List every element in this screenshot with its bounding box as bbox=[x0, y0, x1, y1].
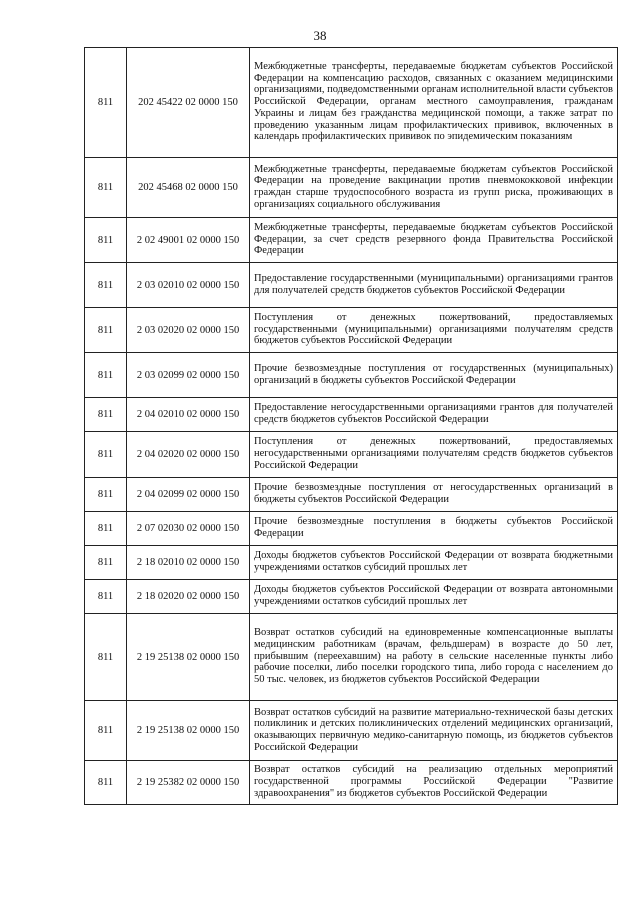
budget-classification-code-cell: 2 18 02020 02 0000 150 bbox=[127, 580, 250, 614]
revenue-description-cell: Межбюджетные трансферты, передаваемые бюджетам субъектов Российской Федерации на проведение вакцинации против пневмококковой инфекции граждан старше трудоспособного возраста из групп риска, проживающих в организациях социального обслуживания bbox=[250, 158, 618, 218]
revenue-description-cell: Возврат остатков субсидий на реализацию отдельных мероприятий государственной программы Российской Федерации "Развитие здравоохранения" из бюджетов субъектов Российской Федерации bbox=[250, 761, 618, 805]
budget-classification-code-cell: 202 45422 02 0000 150 bbox=[127, 48, 250, 158]
revenue-description-cell: Предоставление государственными (муниципальными) организациями грантов для получателей средств бюджетов субъектов Российской Федерации bbox=[250, 263, 618, 308]
revenue-description-cell: Поступления от денежных пожертвований, предоставляемых государственными (муниципальными) организациями получателям средств бюджетов субъектов Российской Федерации bbox=[250, 308, 618, 353]
revenue-description-cell: Прочие безвозмездные поступления от государственных (муниципальных) организаций в бюджеты субъектов Российской Федерации bbox=[250, 353, 618, 398]
admin-code-cell: 811 bbox=[85, 546, 127, 580]
table-row bbox=[85, 398, 618, 432]
revenue-description-cell: Доходы бюджетов субъектов Российской Федерации от возврата автономными учреждениями остатков субсидий прошлых лет bbox=[250, 580, 618, 614]
table-row bbox=[85, 48, 618, 158]
table-row bbox=[85, 512, 618, 546]
admin-code-cell: 811 bbox=[85, 263, 127, 308]
budget-classification-code-cell: 2 04 02010 02 0000 150 bbox=[127, 398, 250, 432]
table-row bbox=[85, 761, 618, 805]
admin-code-cell: 811 bbox=[85, 158, 127, 218]
admin-code-cell: 811 bbox=[85, 218, 127, 263]
admin-code-cell: 811 bbox=[85, 398, 127, 432]
budget-classification-code-cell: 2 19 25138 02 0000 150 bbox=[127, 701, 250, 761]
revenue-description-cell: Возврат остатков субсидий на единовременные компенсационные выплаты медицинским работникам (врачам, фельдшерам) в возрасте до 50 лет, прибывшим (переехавшим) на работу в сельские населенные пункты либо рабочие поселки, либо поселки городского типа, либо города с населением до 50 тыс. человек, из бюджетов субъектов Российской Федерации bbox=[250, 614, 618, 701]
revenue-description-cell: Возврат остатков субсидий на развитие материально-технической базы детских поликлиник и детских поликлинических отделений медицинских организаций, оказывающих первичную медико-санитарную помощь, из бюджетов субъектов Российской Федерации bbox=[250, 701, 618, 761]
budget-classification-code-cell: 2 07 02030 02 0000 150 bbox=[127, 512, 250, 546]
admin-code-cell: 811 bbox=[85, 761, 127, 805]
table-row bbox=[85, 701, 618, 761]
admin-code-cell: 811 bbox=[85, 478, 127, 512]
admin-code-cell: 811 bbox=[85, 701, 127, 761]
revenue-description-cell: Предоставление негосударственными организациями грантов для получателей средств бюджетов субъектов Российской Федерации bbox=[250, 398, 618, 432]
revenue-description-cell: Прочие безвозмездные поступления в бюджеты субъектов Российской Федерации bbox=[250, 512, 618, 546]
table-body bbox=[85, 48, 618, 805]
table-row bbox=[85, 158, 618, 218]
budget-classification-code-cell: 2 04 02020 02 0000 150 bbox=[127, 432, 250, 478]
budget-classification-code-cell: 2 02 49001 02 0000 150 bbox=[127, 218, 250, 263]
revenue-description-cell: Поступления от денежных пожертвований, предоставляемых негосударственными организациями получателям средств бюджетов субъектов Российской Федерации bbox=[250, 432, 618, 478]
table-row bbox=[85, 580, 618, 614]
budget-classification-code-cell: 2 03 02099 02 0000 150 bbox=[127, 353, 250, 398]
admin-code-cell: 811 bbox=[85, 614, 127, 701]
revenue-description-cell: Прочие безвозмездные поступления от негосударственных организаций в бюджеты субъектов Российской Федерации bbox=[250, 478, 618, 512]
admin-code-cell: 811 bbox=[85, 432, 127, 478]
admin-code-cell: 811 bbox=[85, 512, 127, 546]
budget-classification-code-cell: 202 45468 02 0000 150 bbox=[127, 158, 250, 218]
revenue-description-cell: Межбюджетные трансферты, передаваемые бюджетам субъектов Российской Федерации на компенсацию расходов, связанных с оказанием медицинскими организациями, подведомственными органам исполнительной власти субъектов Российской Федерации, органам местного самоуправления, гражданам Украины и лицам без гражданства медицинской помощи, а также затрат по проведению указанным лицам профилактических прививок, включенных в календарь профилактических прививок по эпидемическим показаниям bbox=[250, 48, 618, 158]
table-row bbox=[85, 353, 618, 398]
admin-code-cell: 811 bbox=[85, 48, 127, 158]
table-row bbox=[85, 614, 618, 701]
page-number: 38 bbox=[313, 28, 327, 43]
table-row bbox=[85, 546, 618, 580]
table-row bbox=[85, 263, 618, 308]
budget-classification-code-cell: 2 19 25138 02 0000 150 bbox=[127, 614, 250, 701]
budget-classification-code-cell: 2 03 02010 02 0000 150 bbox=[127, 263, 250, 308]
revenue-description-cell: Межбюджетные трансферты, передаваемые бюджетам субъектов Российской Федерации, за счет средств резервного фонда Правительства Российской Федерации bbox=[250, 218, 618, 263]
budget-classification-code-cell: 2 19 25382 02 0000 150 bbox=[127, 761, 250, 805]
admin-code-cell: 811 bbox=[85, 580, 127, 614]
revenue-description-cell: Доходы бюджетов субъектов Российской Федерации от возврата бюджетными учреждениями остатков субсидий прошлых лет bbox=[250, 546, 618, 580]
budget-classification-code-cell: 2 03 02020 02 0000 150 bbox=[127, 308, 250, 353]
table-row bbox=[85, 308, 618, 353]
budget-classification-code-cell: 2 18 02010 02 0000 150 bbox=[127, 546, 250, 580]
table-row bbox=[85, 432, 618, 478]
table-row bbox=[85, 218, 618, 263]
budget-classification-code-cell: 2 04 02099 02 0000 150 bbox=[127, 478, 250, 512]
admin-code-cell: 811 bbox=[85, 308, 127, 353]
admin-code-cell: 811 bbox=[85, 353, 127, 398]
revenue-codes-table bbox=[84, 47, 618, 805]
table-row bbox=[85, 478, 618, 512]
